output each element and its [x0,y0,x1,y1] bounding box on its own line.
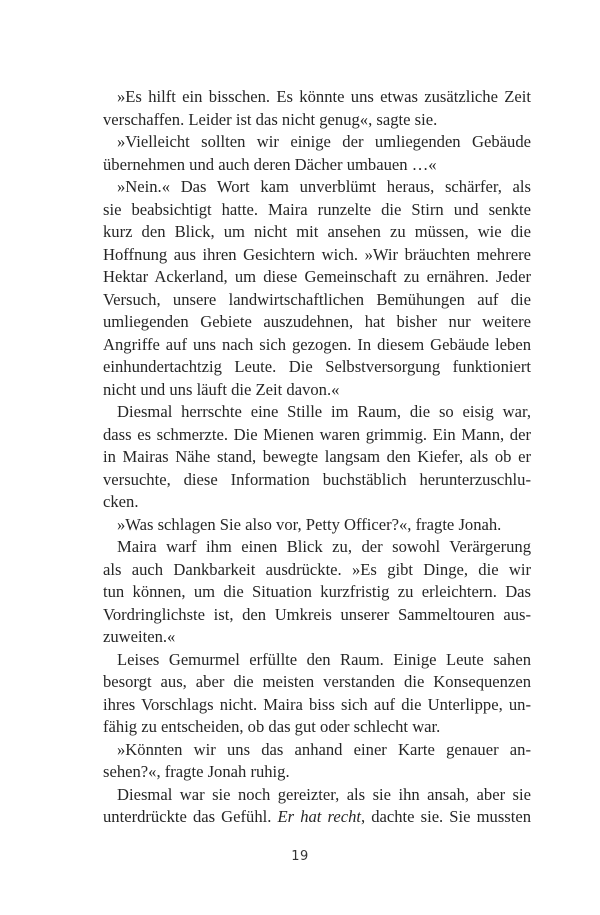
text-line [89,806,531,829]
text-line: tun können, um die Situation kurzfristig zu erleichtern. Das [103,582,531,601]
paragraph [89,739,531,784]
text-line: kurz den Blick, um nicht mit ansehen zu müssen, wie die [103,222,531,241]
paragraph [89,514,531,537]
text-line: Diesmal herrschte eine Stille im Raum, die so eisig war, [117,402,531,421]
text-line: verschaffen. Leider ist das nicht genug«, sagte sie. [103,109,438,129]
paragraph [89,176,531,401]
paragraph [89,86,531,131]
text-line: »Es hilft ein bisschen. Es könnte uns etwas zusätzliche Zeit [117,87,531,106]
paragraph [89,131,531,176]
page-body-text [89,86,531,829]
text-line: Leises Gemurmel erfüllte den Raum. Einige Leute sahen [117,649,531,669]
text-line: übernehmen und auch deren Dächer umbauen …« [103,154,437,174]
text-segment: unterdrückte das Gefühl. [103,807,278,826]
text-line: versuchte, diese Information buchstäblich herunterzuschlu- [103,469,531,489]
text-line: »Nein.« Das Wort kam unverblümt heraus, schärfer, als [117,177,531,196]
text-line: fähig zu entscheiden, ob das gut oder schlecht war. [103,717,441,736]
text-line: Vordringlichste ist, den Umkreis unserer Sammeltouren aus- [103,604,531,624]
text-line: Angriffe auf uns nach sich gezogen. In diesem Gebäude leben [103,334,531,354]
text-line: sie beabsichtigt hatte. Maira runzelte die Stirn und senkte [103,199,531,219]
text-line: ihres Vorschlags nicht. Maira biss sich auf die Unterlippe, un- [103,694,531,714]
text-line: dass es schmerzte. Die Mienen waren grimmig. Ein Mann, der [103,424,531,444]
paragraph [89,401,531,514]
text-line: Hektar Ackerland, um diese Gemeinschaft zu ernähren. Jeder [103,267,531,286]
italic-thought: Er hat recht [277,807,361,826]
text-line: »Was schlagen Sie also vor, Petty Officer?«, fragte Jonah. [117,514,502,534]
page-number: 19 [291,849,309,864]
text-line: Versuch, unsere landwirtschaftlichen Bemühungen auf die [103,289,531,309]
text-line: »Könnten wir uns das anhand einer Karte genauer an- [117,739,531,759]
text-line: »Vielleicht sollten wir einige der umliegenden Gebäude [117,132,531,151]
text-line: in Mairas Nähe stand, bewegte langsam den Kiefer, als ob er [103,447,531,466]
paragraph [89,649,531,739]
text-line: nicht und uns läuft die Zeit davon.« [103,379,340,399]
text-segment: , dachte sie. Sie mussten [360,807,532,826]
text-line: Diesmal war sie noch gereizter, als sie ihn ansah, aber sie [117,784,531,804]
text-line: zuweiten.« [103,627,176,646]
text-line: einhundertachtzig Leute. Die Selbstversorgung funktioniert [103,357,531,376]
text-line: besorgt aus, aber die meisten verstanden die Konsequenzen [103,672,531,691]
text-line: umliegenden Gebiete auszudehnen, hat bisher nur weitere [103,312,531,331]
text-line: cken. [103,492,139,511]
text-line: als auch Dankbarkeit ausdrückte. »Es gibt Dinge, die wir [103,559,531,579]
text-line: sehen?«, fragte Jonah ruhig. [103,762,290,781]
paragraph [89,784,531,829]
text-line: Maira warf ihm einen Blick zu, der sowohl Verärgerung [117,537,531,556]
paragraph [89,536,531,649]
text-line: Hoffnung aus ihren Gesichtern wich. »Wir bräuchten mehrere [103,244,531,264]
